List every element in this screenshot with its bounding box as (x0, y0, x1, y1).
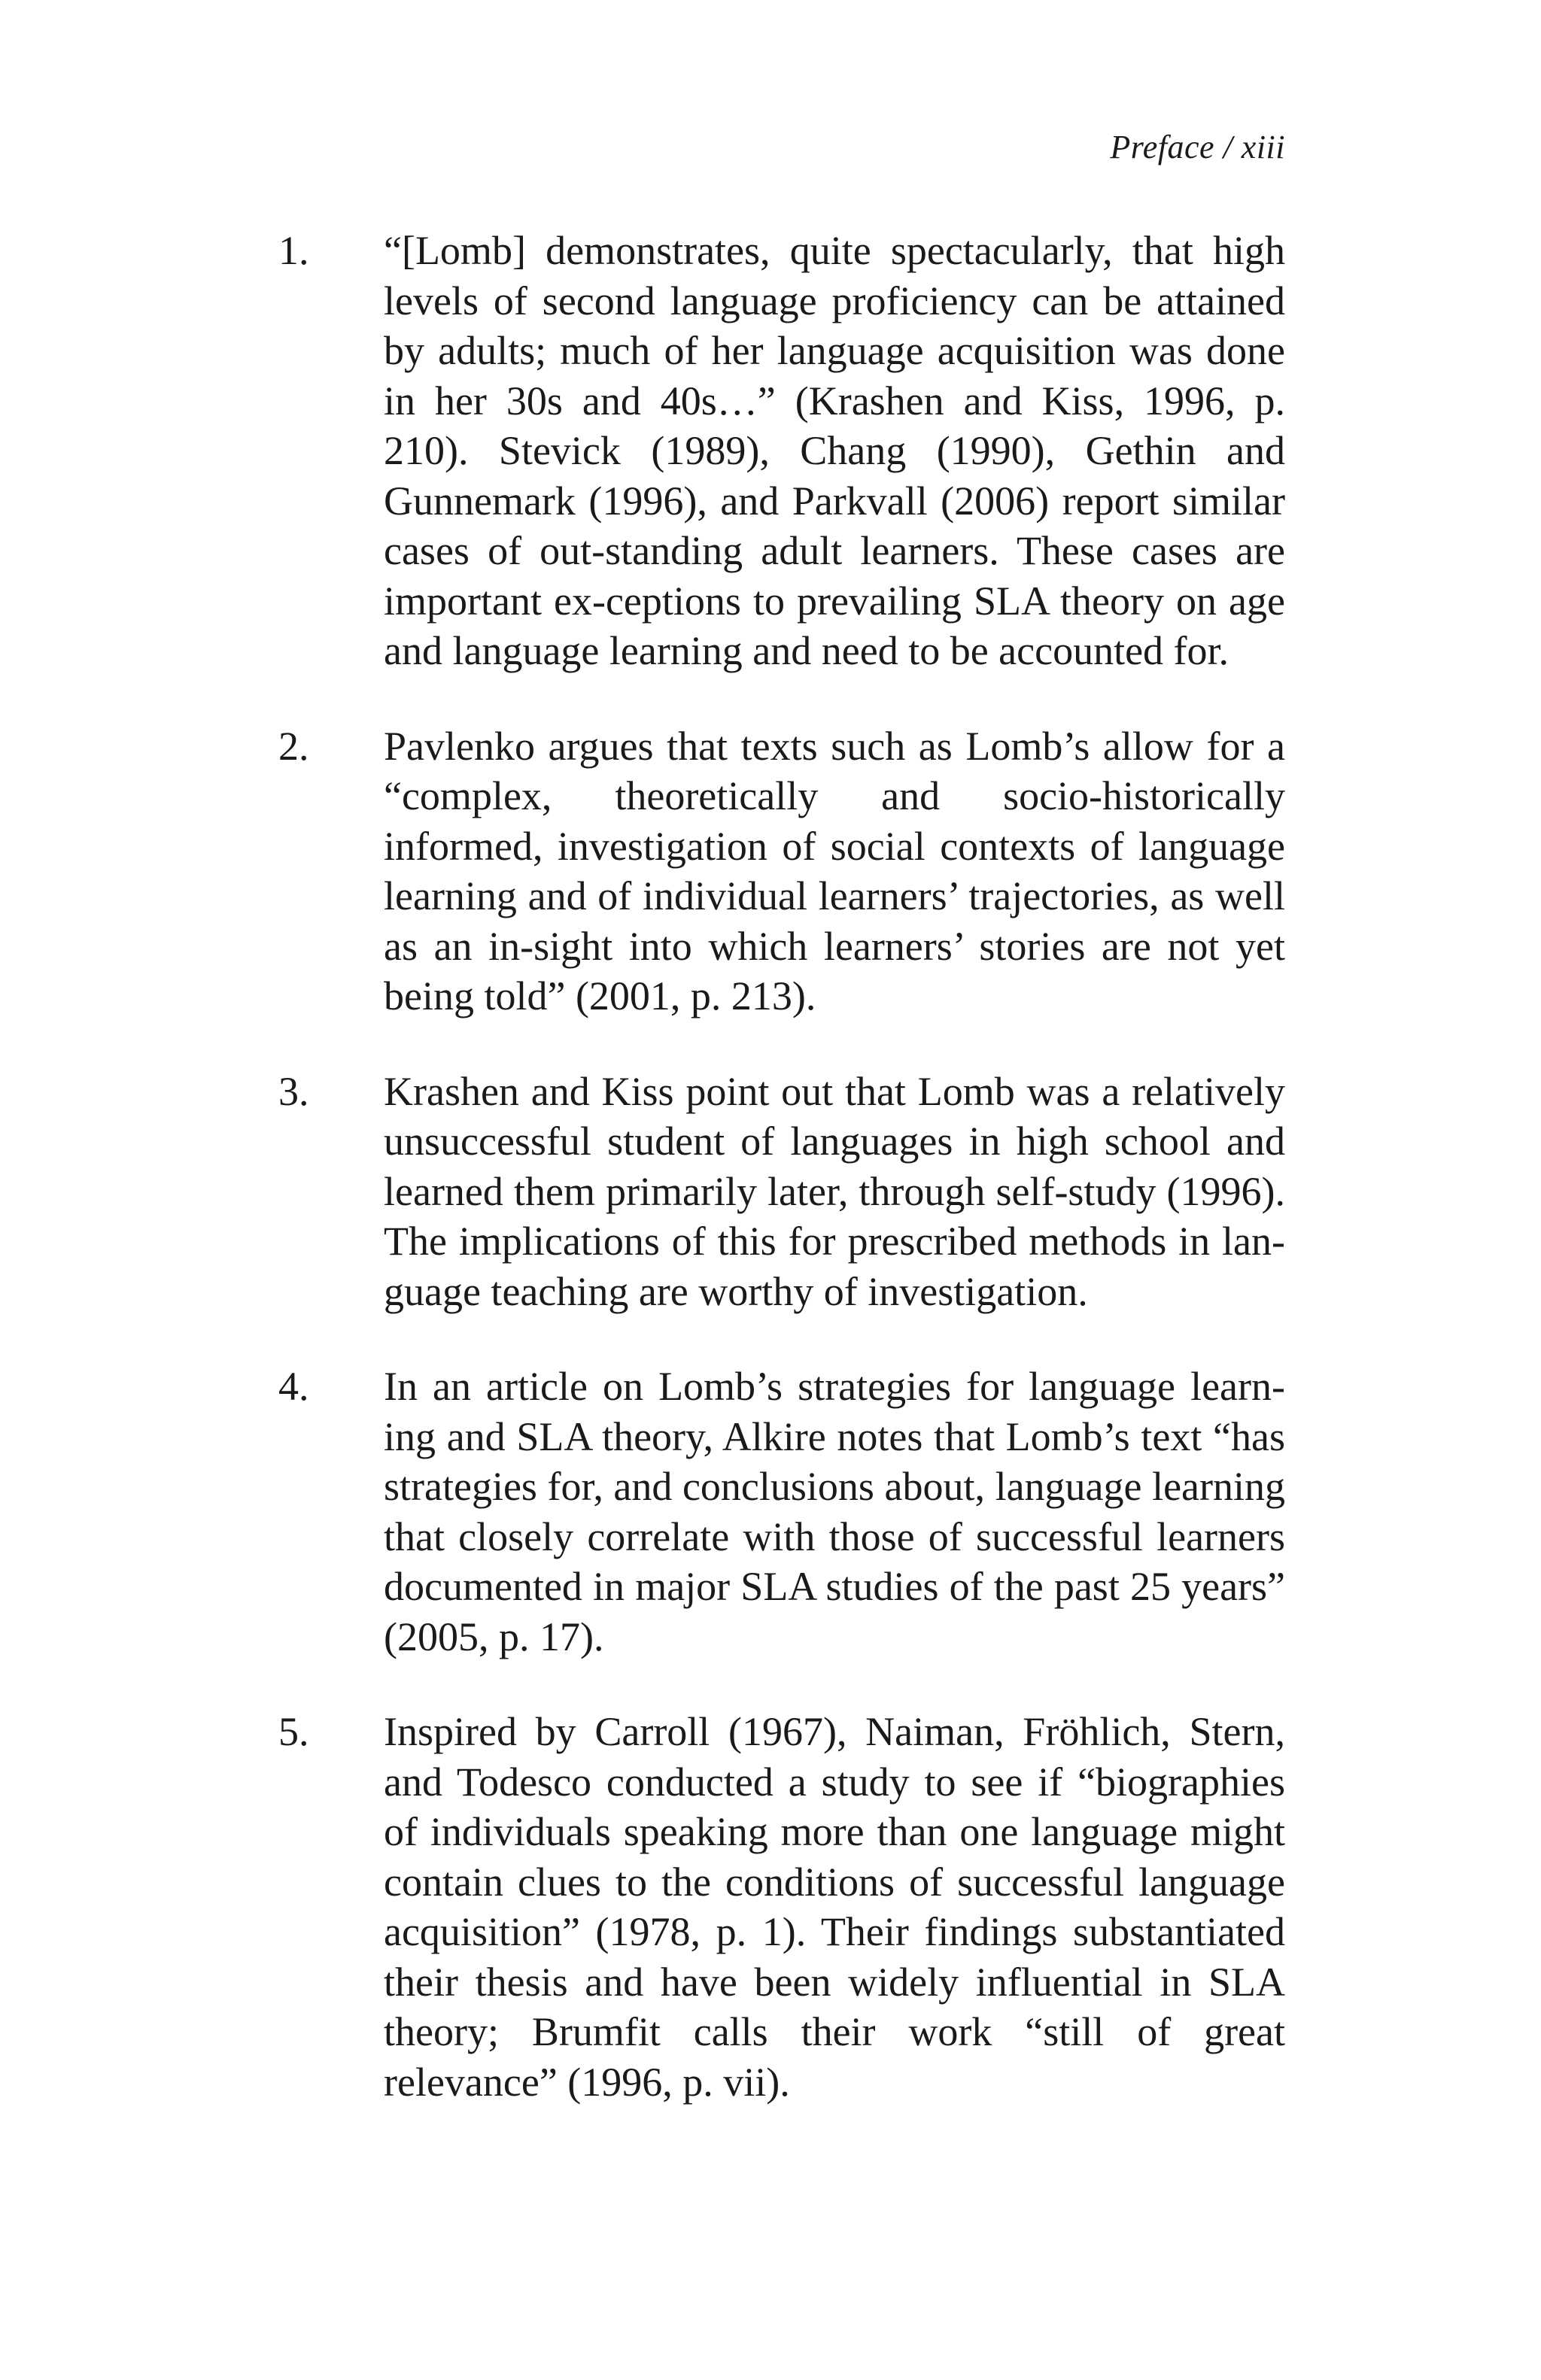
note-item-4 (278, 1362, 1285, 1662)
note-text: “[Lomb] demonstrates, quite spectacularly, that high levels of second language proficiency can be attained by adults; much of her language acquisition was done in her 30s and 40s…” (Krashen and Kiss, 1996, p. 210). Stevick (1989), Chang (1990), Gethin and Gunnemark (1996), and Parkvall (2006) report similar cases of out-standing adult learners. These cases are important ex-ceptions to prevailing SLA theory on age and language learning and need to be accounted for. (384, 228, 1285, 673)
note-item-2 (278, 721, 1285, 1022)
running-head: Preface / xiii (1110, 129, 1285, 165)
note-text: Krashen and Kiss point out that Lomb was a relatively unsuccessful student of languages in high school and learned them primarily later, through self-study (1996). The implications of this for prescribed methods in lan-guage teaching are worthy of investigation. (384, 1068, 1285, 1314)
note-number: 3. (278, 1068, 309, 1114)
note-number: 5. (278, 1709, 309, 1754)
note-item-1 (278, 226, 1285, 676)
notes-list (278, 226, 1285, 2152)
note-item-3 (278, 1067, 1285, 1317)
note-number: 2. (278, 723, 309, 769)
note-text: Inspired by Carroll (1967), Naiman, Fröhlich, Stern, and Todesco conducted a study to see if “biographies of individuals speaking more than one language might contain clues to the conditions of successful language acquisition” (1978, p. 1). Their findings substantiated their thesis and have been widely influential in SLA theory; Brumfit calls their work “still of great relevance” (1996, p. vii). (384, 1709, 1285, 2105)
note-number: 4. (278, 1364, 309, 1409)
note-text: In an article on Lomb’s strategies for language learn-ing and SLA theory, Alkire notes that Lomb’s text “has strategies for, and conclusions about, language learning that closely correlate with those of successful learners documented in major SLA studies of the past 25 years” (2005, p. 17). (384, 1364, 1285, 1659)
note-item-5 (278, 1707, 1285, 2107)
note-text: Pavlenko argues that texts such as Lomb’s allow for a “complex, theoretically and socio-historically informed, investigation of social contexts of language learning and of individual learners’ trajectories, as well as an in-sight into which learners’ stories are not yet being told” (2001, p. 213). (384, 723, 1285, 1018)
note-number: 1. (278, 228, 309, 273)
